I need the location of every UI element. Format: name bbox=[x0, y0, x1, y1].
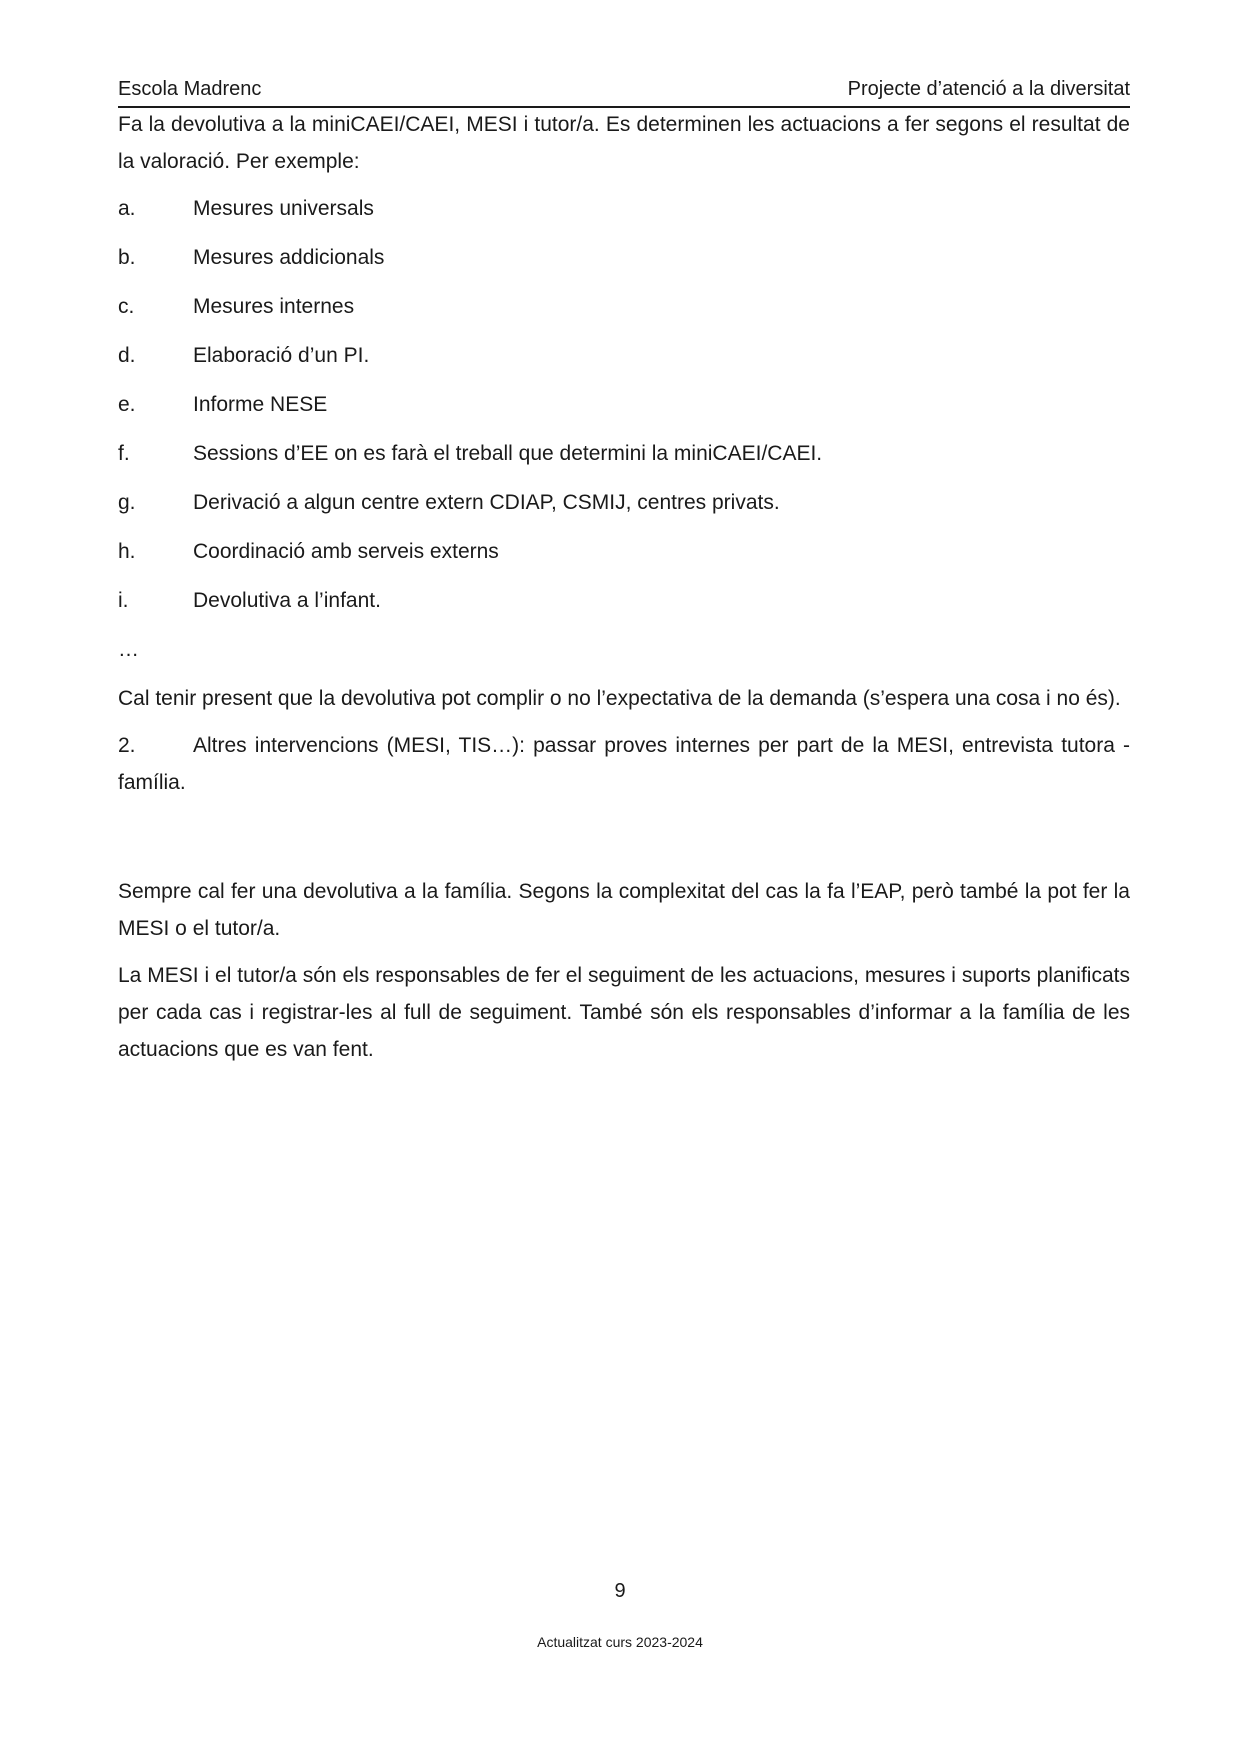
list-item bbox=[118, 337, 1130, 374]
page-number: 9 bbox=[614, 1580, 626, 1602]
spacer bbox=[118, 811, 1130, 873]
list-item bbox=[118, 239, 1130, 276]
list-item bbox=[118, 435, 1130, 472]
list-item-text: Devolutiva a l’infant. bbox=[193, 589, 381, 612]
list-ellipsis: … bbox=[118, 638, 139, 661]
list-item-text: Mesures universals bbox=[193, 197, 374, 220]
note-paragraph: Cal tenir present que la devolutiva pot complir o no l’expectativa de la demanda (s’espera una cosa i no és). bbox=[118, 687, 1121, 710]
list-item-text: Mesures internes bbox=[193, 295, 355, 318]
list-marker: d. bbox=[118, 344, 136, 367]
list-item-text: Elaboració d’un PI. bbox=[193, 344, 370, 367]
list-marker: h. bbox=[118, 540, 136, 563]
list-item-text: Derivació a algun centre extern CDIAP, CSMIJ, centres privats. bbox=[193, 491, 780, 514]
list-item bbox=[118, 533, 1130, 570]
list-marker: a. bbox=[118, 197, 136, 220]
list-marker: b. bbox=[118, 246, 136, 269]
intro-paragraph: Fa la devolutiva a la miniCAEI/CAEI, MESI i tutor/a. Es determinen les actuacions a fer segons el resultat de la valoració. Per exemple: bbox=[118, 113, 1130, 173]
family-paragraph: Sempre cal fer una devolutiva a la família. Segons la complexitat del cas la fa l’EAP, però també la pot fer la MESI o el tutor/a. bbox=[118, 880, 1130, 940]
numbered-paragraph bbox=[118, 727, 1130, 801]
list-item bbox=[118, 386, 1130, 423]
paragraph-number: 2. bbox=[118, 734, 136, 757]
list-marker: c. bbox=[118, 295, 135, 318]
list-marker: g. bbox=[118, 491, 136, 514]
list-item bbox=[118, 190, 1130, 227]
list-item-text: Coordinació amb serveis externs bbox=[193, 540, 499, 563]
page-content bbox=[118, 106, 1130, 1078]
list-item bbox=[118, 288, 1130, 325]
list-marker: e. bbox=[118, 393, 136, 416]
list-marker: f. bbox=[118, 442, 130, 465]
footer-note: Actualitzat curs 2023-2024 bbox=[537, 1634, 703, 1650]
actions-list bbox=[118, 190, 1130, 619]
list-item-text: Informe NESE bbox=[193, 393, 328, 416]
list-marker: i. bbox=[118, 589, 129, 612]
list-item bbox=[118, 582, 1130, 619]
followup-paragraph: La MESI i el tutor/a són els responsables de fer el seguiment de les actuacions, mesures i suports planificats per cada cas i registrar-les al full de seguiment. També són els responsables d’informar a la família de les actuacions que es van fent. bbox=[118, 964, 1130, 1061]
numbered-paragraph-text: Altres intervencions (MESI, TIS…): passar proves internes per part de la MESI, entrevista tutora - família. bbox=[118, 734, 1130, 794]
school-name: Escola Madrenc bbox=[118, 78, 262, 100]
page-header bbox=[118, 76, 1130, 108]
list-item-text: Sessions d’EE on es farà el treball que determini la miniCAEI/CAEI. bbox=[193, 442, 823, 465]
document-title: Projecte d’atenció a la diversitat bbox=[847, 78, 1130, 100]
list-item-text: Mesures addicionals bbox=[193, 246, 385, 269]
list-item bbox=[118, 484, 1130, 521]
